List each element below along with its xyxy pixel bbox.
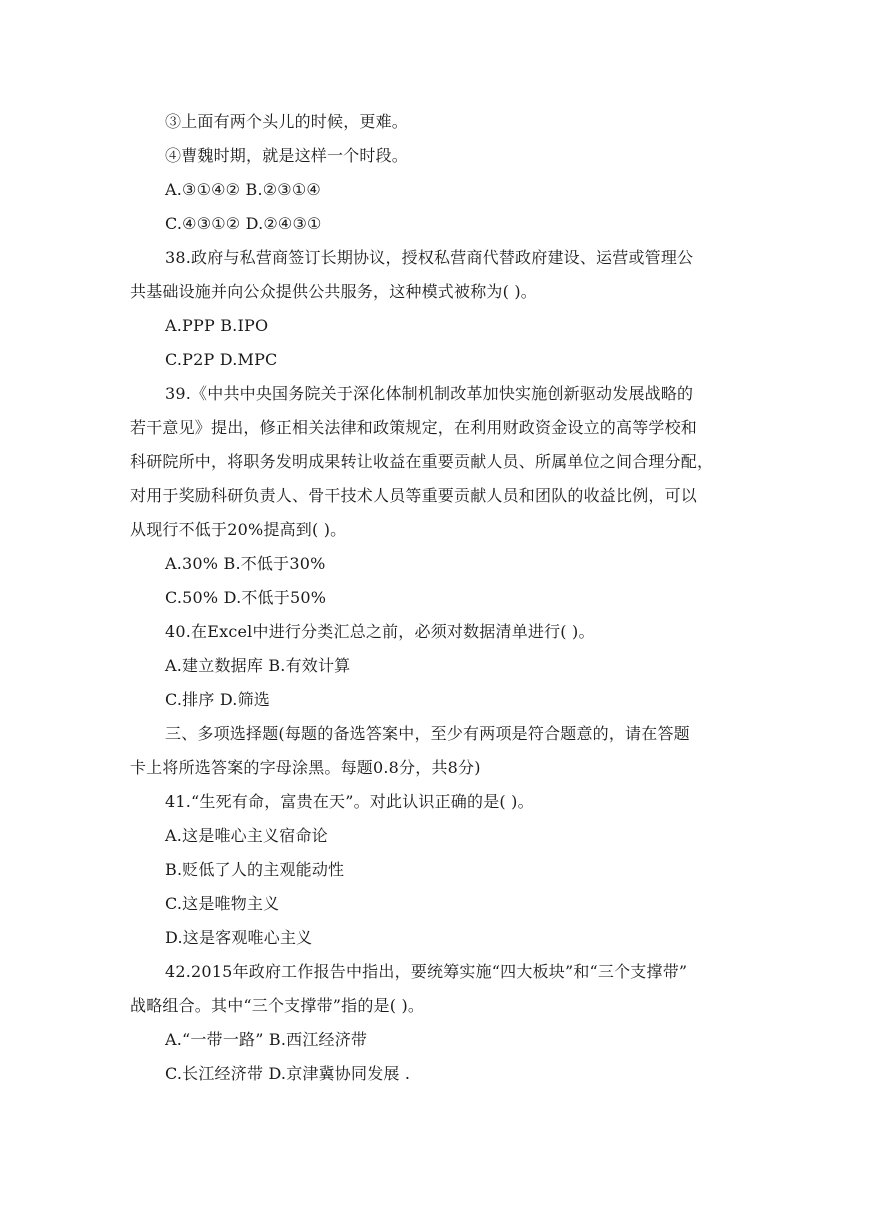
section-heading-line-2: 卡上将所选答案的字母涂黑。每题0.8分，共8分)	[130, 758, 481, 777]
option-line: C.长江经济带 D.京津冀协同发展 .	[165, 1064, 411, 1083]
question-40-line: 40.在Excel中进行分类汇总之前，必须对数据清单进行( )。	[165, 622, 595, 641]
option-line: B.贬低了人的主观能动性	[165, 860, 345, 879]
option-line: A.30% B.不低于30%	[165, 554, 326, 573]
question-39-line-4: 对用于奖励科研负责人、骨干技术人员等重要贡献人员和团队的收益比例，可以	[130, 486, 698, 505]
question-39-line-5: 从现行不低于20%提高到( )。	[130, 520, 347, 539]
option-line: A.PPP B.IPO	[165, 316, 269, 335]
question-38-line-2: 共基础设施并向公众提供公共服务，这种模式被称为( )。	[130, 282, 537, 301]
text-line: ④曹魏时期，就是这样一个时段。	[165, 146, 409, 165]
option-line: C.50% D.不低于50%	[165, 588, 327, 607]
option-line: D.这是客观唯心主义	[165, 928, 313, 947]
option-line: A.建立数据库 B.有效计算	[165, 656, 351, 675]
question-38-line-1: 38.政府与私营商签订长期协议，授权私营商代替政府建设、运营或管理公	[165, 248, 694, 267]
question-42-line-2: 战略组合。其中“三个支撑带”指的是( )。	[130, 996, 425, 1015]
text-line: ③上面有两个头儿的时候，更难。	[165, 112, 409, 131]
option-line: A.③①④② B.②③①④	[165, 180, 321, 199]
section-heading-line-1: 三、多项选择题(每题的备选答案中，至少有两项是符合题意的，请在答题	[165, 724, 690, 743]
option-line: C.④③①② D.②④③①	[165, 214, 322, 233]
option-line: A.“一带一路” B.西江经济带	[165, 1030, 368, 1049]
question-39-line-1: 39.《中共中央国务院关于深化体制机制改革加快实施创新驱动发展战略的	[165, 384, 694, 403]
option-line: A.这是唯心主义宿命论	[165, 826, 328, 845]
question-39-line-2: 若干意见》提出，修正相关法律和政策规定，在利用财政资金设立的高等学校和	[130, 418, 698, 437]
option-line: C.这是唯物主义	[165, 894, 280, 913]
option-line: C.P2P D.MPC	[165, 350, 278, 369]
question-39-line-3: 科研院所中，将职务发明成果转让收益在重要贡献人员、所属单位之间合理分配，	[130, 452, 714, 471]
option-line: C.排序 D.筛选	[165, 690, 270, 709]
question-42-line-1: 42.2015年政府工作报告中指出，要统筹实施“四大板块”和“三个支撑带”	[165, 962, 688, 981]
question-41-line: 41.“生死有命，富贵在天”。对此认识正确的是( )。	[165, 792, 534, 811]
